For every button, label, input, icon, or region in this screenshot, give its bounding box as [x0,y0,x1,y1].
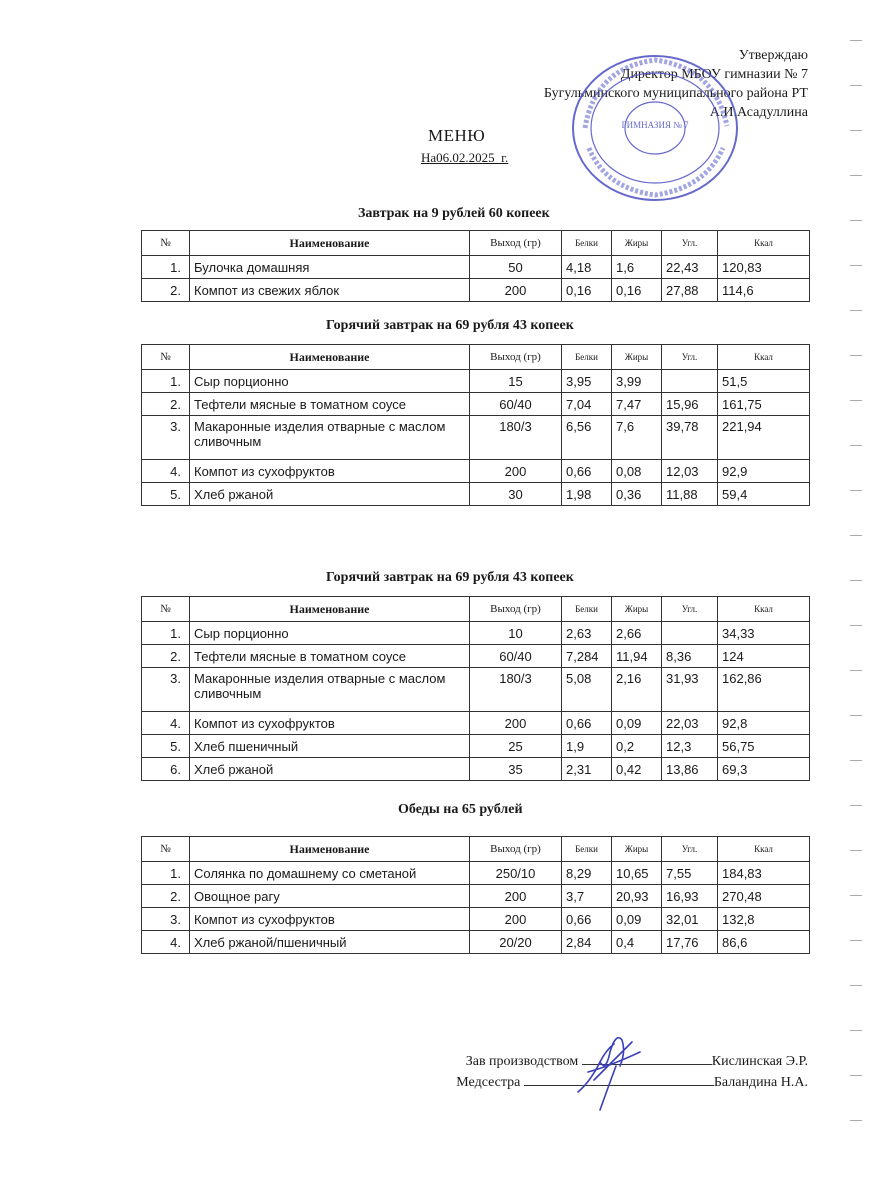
row-protein: 3,7 [562,885,612,908]
signature-role: Медсестра [456,1075,521,1090]
row-fat: 7,47 [612,393,662,416]
row-yield: 200 [470,712,562,735]
menu-date: На06.02.2025_г. [421,150,509,165]
row-fat: 0,2 [612,735,662,758]
row-protein: 2,31 [562,758,612,781]
row-protein: 8,29 [562,862,612,885]
menu-table [141,344,810,506]
row-num: 1. [142,622,190,645]
col-num: № [142,597,190,622]
row-yield: 180/3 [470,668,562,712]
row-num: 3. [142,908,190,931]
col-name: Наименование [190,597,470,622]
row-protein: 1,98 [562,483,612,506]
row-protein: 4,18 [562,256,612,279]
row-protein: 0,66 [562,460,612,483]
row-fat: 0,16 [612,279,662,302]
row-yield: 20/20 [470,931,562,954]
row-fat: 3,99 [612,370,662,393]
approval-line: Утверждаю [738,48,808,63]
row-num: 2. [142,645,190,668]
row-fat: 20,93 [612,885,662,908]
row-num: 6. [142,758,190,781]
row-num: 2. [142,393,190,416]
row-num: 4. [142,712,190,735]
row-protein: 3,95 [562,370,612,393]
row-name: Хлеб пшеничный [190,735,470,758]
row-kcal: 124 [718,645,810,668]
row-fat: 0,09 [612,712,662,735]
row-yield: 30 [470,483,562,506]
row-kcal: 221,94 [718,416,810,460]
table-row [142,758,810,781]
table-header-row [142,345,810,370]
row-name: Хлеб ржаной [190,758,470,781]
row-kcal: 120,83 [718,256,810,279]
col-protein: Белки [562,345,612,370]
row-yield: 200 [470,279,562,302]
row-carb [662,370,718,393]
row-carb: 16,93 [662,885,718,908]
col-protein: Белки [562,597,612,622]
table-row [142,256,810,279]
row-kcal: 59,4 [718,483,810,506]
row-carb: 15,96 [662,393,718,416]
table-row [142,645,810,668]
row-yield: 60/40 [470,393,562,416]
signature-name: Баландина Н.А. [713,1075,808,1090]
row-name: Тефтели мясные в томатном соусе [190,645,470,668]
table-header-row [142,837,810,862]
row-num: 3. [142,668,190,712]
row-name: Макаронные изделия отварные с маслом сливочным [190,668,470,712]
table-row [142,735,810,758]
table-header-row [142,597,810,622]
col-fat: Жиры [612,345,662,370]
row-fat: 2,16 [612,668,662,712]
table-row [142,622,810,645]
row-kcal: 69,3 [718,758,810,781]
signature-name: Кислинская Э.Р. [711,1054,808,1069]
col-yield: Выход (гр) [470,837,562,862]
row-name: Макаронные изделия отварные с маслом сливочным [190,416,470,460]
stamp-text: ГИМНАЗИЯ № 7 [621,120,689,130]
col-num: № [142,345,190,370]
col-yield: Выход (гр) [470,231,562,256]
row-carb: 7,55 [662,862,718,885]
row-protein: 2,63 [562,622,612,645]
row-kcal: 162,86 [718,668,810,712]
col-kcal: Ккал [718,231,810,256]
col-kcal: Ккал [718,837,810,862]
row-protein: 0,66 [562,908,612,931]
row-kcal: 184,83 [718,862,810,885]
row-num: 1. [142,256,190,279]
row-carb: 17,76 [662,931,718,954]
menu-table [141,836,810,954]
scan-marks [850,40,862,1165]
row-fat: 7,6 [612,416,662,460]
col-name: Наименование [190,837,470,862]
row-num: 2. [142,279,190,302]
col-name: Наименование [190,345,470,370]
table-row [142,908,810,931]
row-fat: 10,65 [612,862,662,885]
row-protein: 5,08 [562,668,612,712]
table-row [142,885,810,908]
row-name: Компот из свежих яблок [190,279,470,302]
row-fat: 2,66 [612,622,662,645]
row-kcal: 114,6 [718,279,810,302]
row-num: 3. [142,416,190,460]
col-yield: Выход (гр) [470,345,562,370]
table-header-row [142,231,810,256]
row-carb [662,622,718,645]
row-carb: 27,88 [662,279,718,302]
row-carb: 22,03 [662,712,718,735]
menu-table [141,596,810,781]
section-title: Обеды на 65 рублей [398,802,523,817]
row-yield: 200 [470,460,562,483]
table-row [142,862,810,885]
table-row [142,931,810,954]
row-carb: 32,01 [662,908,718,931]
row-name: Овощное рагу [190,885,470,908]
page-title: МЕНЮ [428,126,486,145]
table-row [142,370,810,393]
row-name: Компот из сухофруктов [190,712,470,735]
row-num: 1. [142,862,190,885]
row-yield: 200 [470,885,562,908]
row-carb: 11,88 [662,483,718,506]
signature-role: Зав производством [465,1054,579,1069]
row-yield: 50 [470,256,562,279]
col-protein: Белки [562,837,612,862]
row-name: Тефтели мясные в томатном соусе [190,393,470,416]
row-kcal: 86,6 [718,931,810,954]
col-carb: Угл. [662,837,718,862]
row-yield: 15 [470,370,562,393]
col-name: Наименование [190,231,470,256]
row-name: Солянка по домашнему со сметаной [190,862,470,885]
col-carb: Угл. [662,345,718,370]
row-carb: 22,43 [662,256,718,279]
col-num: № [142,231,190,256]
col-carb: Угл. [662,231,718,256]
row-carb: 12,3 [662,735,718,758]
approval-line: Бугульминского муниципального района РТ [543,86,808,101]
col-kcal: Ккал [718,597,810,622]
row-kcal: 34,33 [718,622,810,645]
row-kcal: 56,75 [718,735,810,758]
row-num: 4. [142,460,190,483]
handwritten-signature [570,1022,650,1114]
row-yield: 250/10 [470,862,562,885]
col-carb: Угл. [662,597,718,622]
row-fat: 0,4 [612,931,662,954]
approval-line: А.И.Асадуллина [709,105,808,120]
row-protein: 2,84 [562,931,612,954]
row-num: 4. [142,931,190,954]
row-fat: 0,08 [612,460,662,483]
table-row [142,393,810,416]
row-kcal: 161,75 [718,393,810,416]
row-carb: 8,36 [662,645,718,668]
col-yield: Выход (гр) [470,597,562,622]
row-kcal: 51,5 [718,370,810,393]
row-kcal: 92,8 [718,712,810,735]
row-yield: 180/3 [470,416,562,460]
section-title: Горячий завтрак на 69 рубля 43 копеек [326,570,574,585]
row-num: 5. [142,735,190,758]
approval-line: Директор МБОУ гимназии № 7 [620,67,808,82]
menu-table [141,230,810,302]
col-fat: Жиры [612,837,662,862]
col-num: № [142,837,190,862]
col-protein: Белки [562,231,612,256]
col-kcal: Ккал [718,345,810,370]
table-row [142,460,810,483]
row-kcal: 132,8 [718,908,810,931]
row-name: Хлеб ржаной/пшеничный [190,931,470,954]
col-fat: Жиры [612,597,662,622]
table-row [142,483,810,506]
row-fat: 0,09 [612,908,662,931]
row-fat: 11,94 [612,645,662,668]
row-yield: 25 [470,735,562,758]
row-num: 1. [142,370,190,393]
row-carb: 39,78 [662,416,718,460]
row-protein: 7,04 [562,393,612,416]
row-name: Сыр порционно [190,622,470,645]
official-stamp [565,48,745,208]
row-protein: 7,284 [562,645,612,668]
row-carb: 12,03 [662,460,718,483]
row-name: Компот из сухофруктов [190,460,470,483]
row-kcal: 92,9 [718,460,810,483]
col-fat: Жиры [612,231,662,256]
row-fat: 1,6 [612,256,662,279]
row-num: 2. [142,885,190,908]
row-yield: 200 [470,908,562,931]
row-yield: 35 [470,758,562,781]
row-yield: 10 [470,622,562,645]
row-protein: 1,9 [562,735,612,758]
row-protein: 6,56 [562,416,612,460]
row-carb: 31,93 [662,668,718,712]
row-name: Хлеб ржаной [190,483,470,506]
row-yield: 60/40 [470,645,562,668]
row-protein: 0,16 [562,279,612,302]
row-kcal: 270,48 [718,885,810,908]
row-carb: 13,86 [662,758,718,781]
table-row [142,668,810,712]
table-row [142,712,810,735]
section-title: Горячий завтрак на 69 рубля 43 копеек [326,318,574,333]
table-row [142,416,810,460]
row-num: 5. [142,483,190,506]
section-title: Завтрак на 9 рублей 60 копеек [358,206,550,221]
table-row [142,279,810,302]
row-name: Булочка домашняя [190,256,470,279]
row-protein: 0,66 [562,712,612,735]
row-fat: 0,36 [612,483,662,506]
row-name: Компот из сухофруктов [190,908,470,931]
row-fat: 0,42 [612,758,662,781]
row-name: Сыр порционно [190,370,470,393]
